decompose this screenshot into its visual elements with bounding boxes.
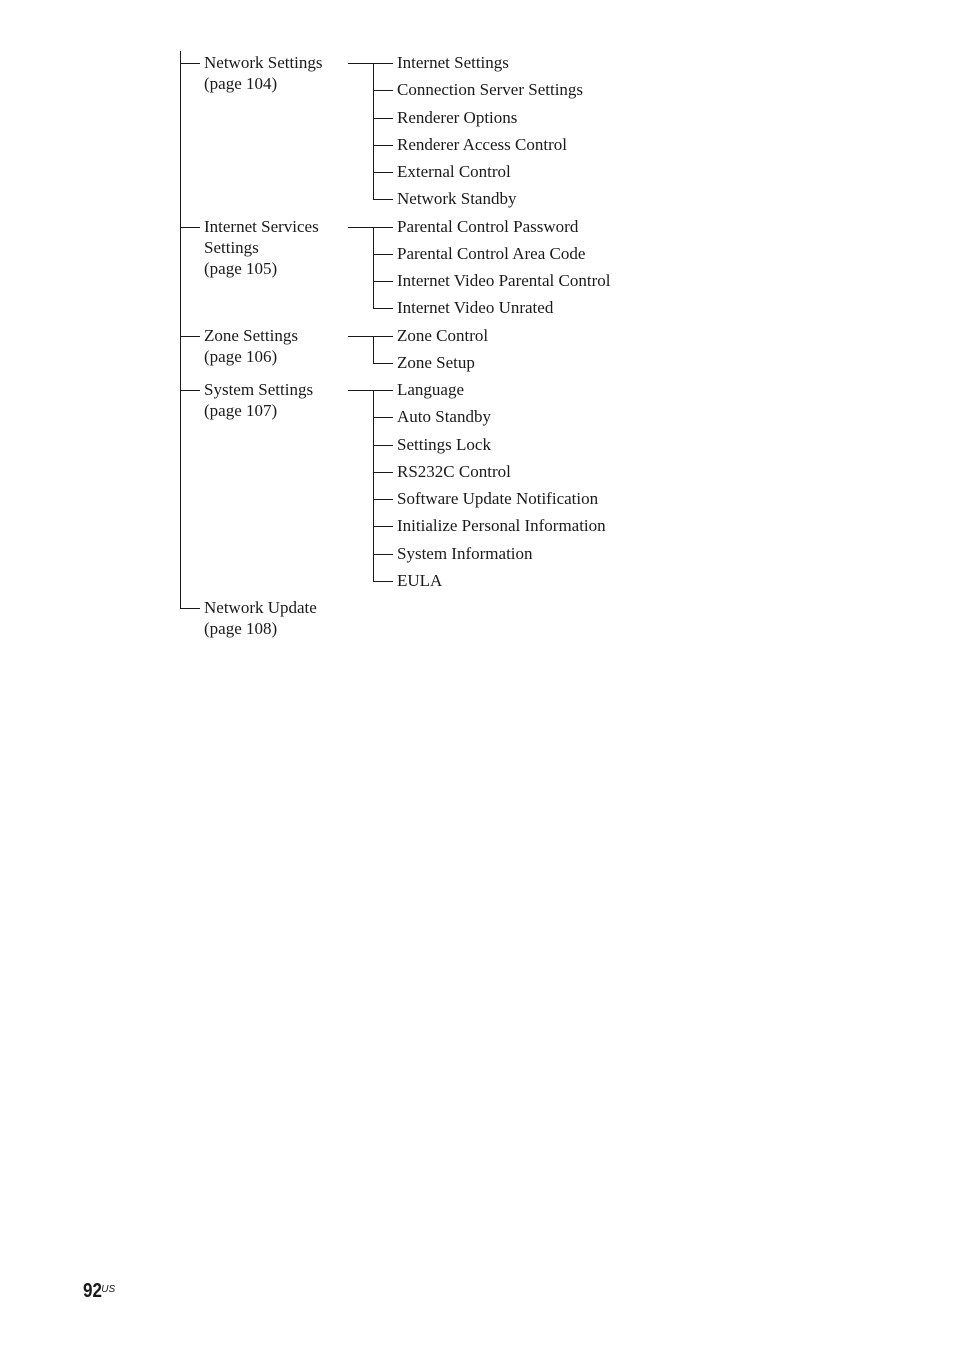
leaf-line [373,445,393,446]
menu-item-eula: EULA [397,571,443,590]
leaf-line [373,363,393,364]
menu-item-network-standby: Network Standby [397,189,517,208]
group-label-line: (page 108) [204,619,278,638]
group-label-system-settings [204,379,313,421]
children-vertical-line [373,390,374,581]
menu-item-software-update-notification: Software Update Notification [397,489,599,508]
branch-line [180,227,200,228]
menu-item-settings-lock: Settings Lock [397,435,491,454]
branch-line [180,608,200,609]
group-label-line: (page 104) [204,74,278,93]
menu-item-zone-control: Zone Control [397,326,489,345]
group-label-line: (page 105) [204,259,278,278]
leaf-line [373,417,393,418]
page-region-code: US [101,1284,116,1295]
leaf-line [373,172,393,173]
group-label-line: Zone Settings [204,326,298,345]
page-footer [83,1280,119,1303]
branch-line [180,336,200,337]
group-label-line: (page 107) [204,401,278,420]
menu-item-external-control: External Control [397,162,511,181]
menu-item-parental-control-password: Parental Control Password [397,217,579,236]
leaf-line [373,145,393,146]
menu-item-renderer-access-control: Renderer Access Control [397,135,567,154]
menu-item-language: Language [397,380,465,399]
menu-item-rs232c-control: RS232C Control [397,462,511,481]
children-vertical-line [373,336,374,364]
children-vertical-line [373,63,374,199]
group-label-internet-services-settings [204,216,319,279]
menu-item-internet-video-unrated: Internet Video Unrated [397,298,554,317]
tree-trunk-line [180,51,181,608]
menu-item-internet-video-parental-control: Internet Video Parental Control [397,271,611,290]
group-label-line: Network Update [204,598,317,617]
leaf-line [373,281,393,282]
connector-line [348,336,393,337]
group-label-network-update [204,597,317,639]
leaf-line [373,199,393,200]
group-label-line: Internet Services [204,217,319,236]
menu-item-zone-setup: Zone Setup [397,353,475,372]
group-label-network-settings [204,52,323,94]
leaf-line [373,499,393,500]
menu-item-auto-standby: Auto Standby [397,407,491,426]
group-label-zone-settings [204,325,298,367]
connector-line [348,63,393,64]
menu-item-initialize-personal-information: Initialize Personal Information [397,516,606,535]
branch-line [180,63,200,64]
leaf-line [373,581,393,582]
page-number: 92 [83,1280,102,1302]
connector-line [348,390,393,391]
leaf-line [373,526,393,527]
leaf-line [373,308,393,309]
menu-item-parental-control-area-code: Parental Control Area Code [397,244,586,263]
menu-item-renderer-options: Renderer Options [397,108,518,127]
leaf-line [373,472,393,473]
menu-item-internet-settings: Internet Settings [397,53,509,72]
children-vertical-line [373,227,374,309]
leaf-line [373,254,393,255]
group-label-line: System Settings [204,380,314,399]
branch-line [180,390,200,391]
group-label-line: Settings [204,238,259,257]
group-label-line: (page 106) [204,347,278,366]
leaf-line [373,554,393,555]
leaf-line [373,90,393,91]
menu-item-connection-server-settings: Connection Server Settings [397,80,584,99]
connector-line [348,227,393,228]
leaf-line [373,118,393,119]
menu-item-system-information: System Information [397,544,533,563]
group-label-line: Network Settings [204,53,323,72]
